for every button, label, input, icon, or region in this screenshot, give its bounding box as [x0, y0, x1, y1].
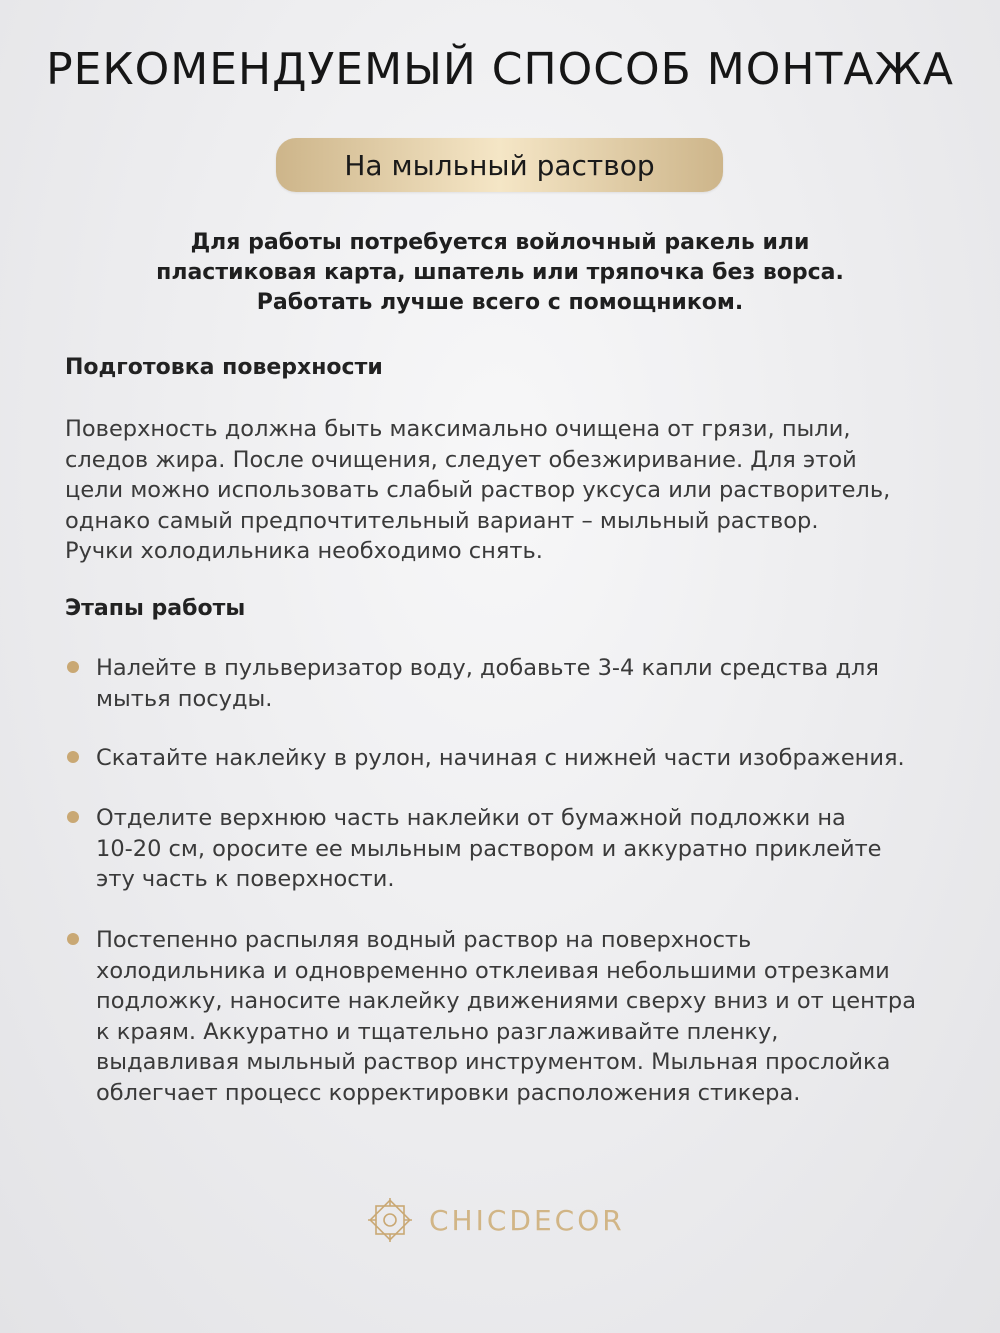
step-text: [96, 653, 975, 714]
intro-text: [60, 228, 940, 318]
step-line: Отделите верхнюю часть наклейки от бумажной подложки на: [96, 805, 846, 831]
step-line: подложку, наносите наклейку движениями сверху вниз и от центра: [96, 988, 916, 1014]
paragraph-line: цели можно использовать слабый раствор уксуса или растворитель,: [65, 477, 891, 503]
step-line: облегчает процесс корректировки расположения стикера.: [96, 1079, 801, 1106]
surface-paragraph: [65, 414, 975, 567]
step-line: холодильника и одновременно отклеивая небольшими отрезками: [96, 957, 890, 984]
bullet-dot-icon: [67, 661, 79, 673]
step-line: Налейте в пульверизатор воду, добавьте 3-4 капли средства для: [96, 655, 879, 681]
paragraph-line: Поверхность должна быть максимально очищена от грязи, пыли,: [65, 416, 851, 442]
step-text: [96, 743, 975, 774]
method-badge: На мыльный раствор: [276, 138, 723, 192]
step-line: эту часть к поверхности.: [96, 866, 395, 892]
step-line: мытья посуды.: [96, 685, 273, 712]
step-line: выдавливая мыльный раствор инструментом. Мыльная прослойка: [96, 1049, 891, 1075]
paragraph-line: Ручки холодильника необходимо снять.: [65, 538, 543, 564]
intro-line: Работать лучше всего с помощником.: [256, 290, 744, 315]
steps-heading: Этапы работы: [65, 596, 246, 621]
brand-logo: [365, 1193, 645, 1247]
ornament-star-icon: [365, 1195, 415, 1245]
step-text: [96, 803, 975, 895]
bullet-dot-icon: [67, 933, 79, 945]
surface-heading: Подготовка поверхности: [65, 355, 383, 380]
step-item: [65, 743, 975, 774]
paragraph-line: однако самый предпочтительный вариант – мыльный раствор.: [65, 507, 819, 534]
paragraph-line: следов жира. После очищения, следует обезжиривание. Для этой: [65, 446, 857, 473]
step-line: к краям. Аккуратно и тщательно разглаживайте пленку,: [96, 1018, 779, 1045]
step-item: [65, 803, 975, 895]
step-line: Постепенно распыляя водный раствор на поверхность: [96, 927, 752, 953]
step-line: 10-20 см, оросите ее мыльным раствором и аккуратно приклейте: [96, 835, 882, 862]
brand-name: CHICDECOR: [429, 1203, 625, 1237]
step-line: Скатайте наклейку в рулон, начиная с нижней части изображения.: [96, 745, 905, 771]
bullet-dot-icon: [67, 751, 79, 763]
intro-line: Для работы потребуется войлочный ракель или: [190, 230, 810, 255]
page-title: РЕКОМЕНДУЕМЫЙ СПОСОБ МОНТАЖА: [46, 44, 954, 95]
step-text: [96, 925, 975, 1108]
intro-line: пластиковая карта, шпатель или тряпочка без ворса.: [156, 260, 844, 285]
bullet-dot-icon: [67, 811, 79, 823]
step-item: [65, 653, 975, 714]
step-item: [65, 925, 975, 1108]
